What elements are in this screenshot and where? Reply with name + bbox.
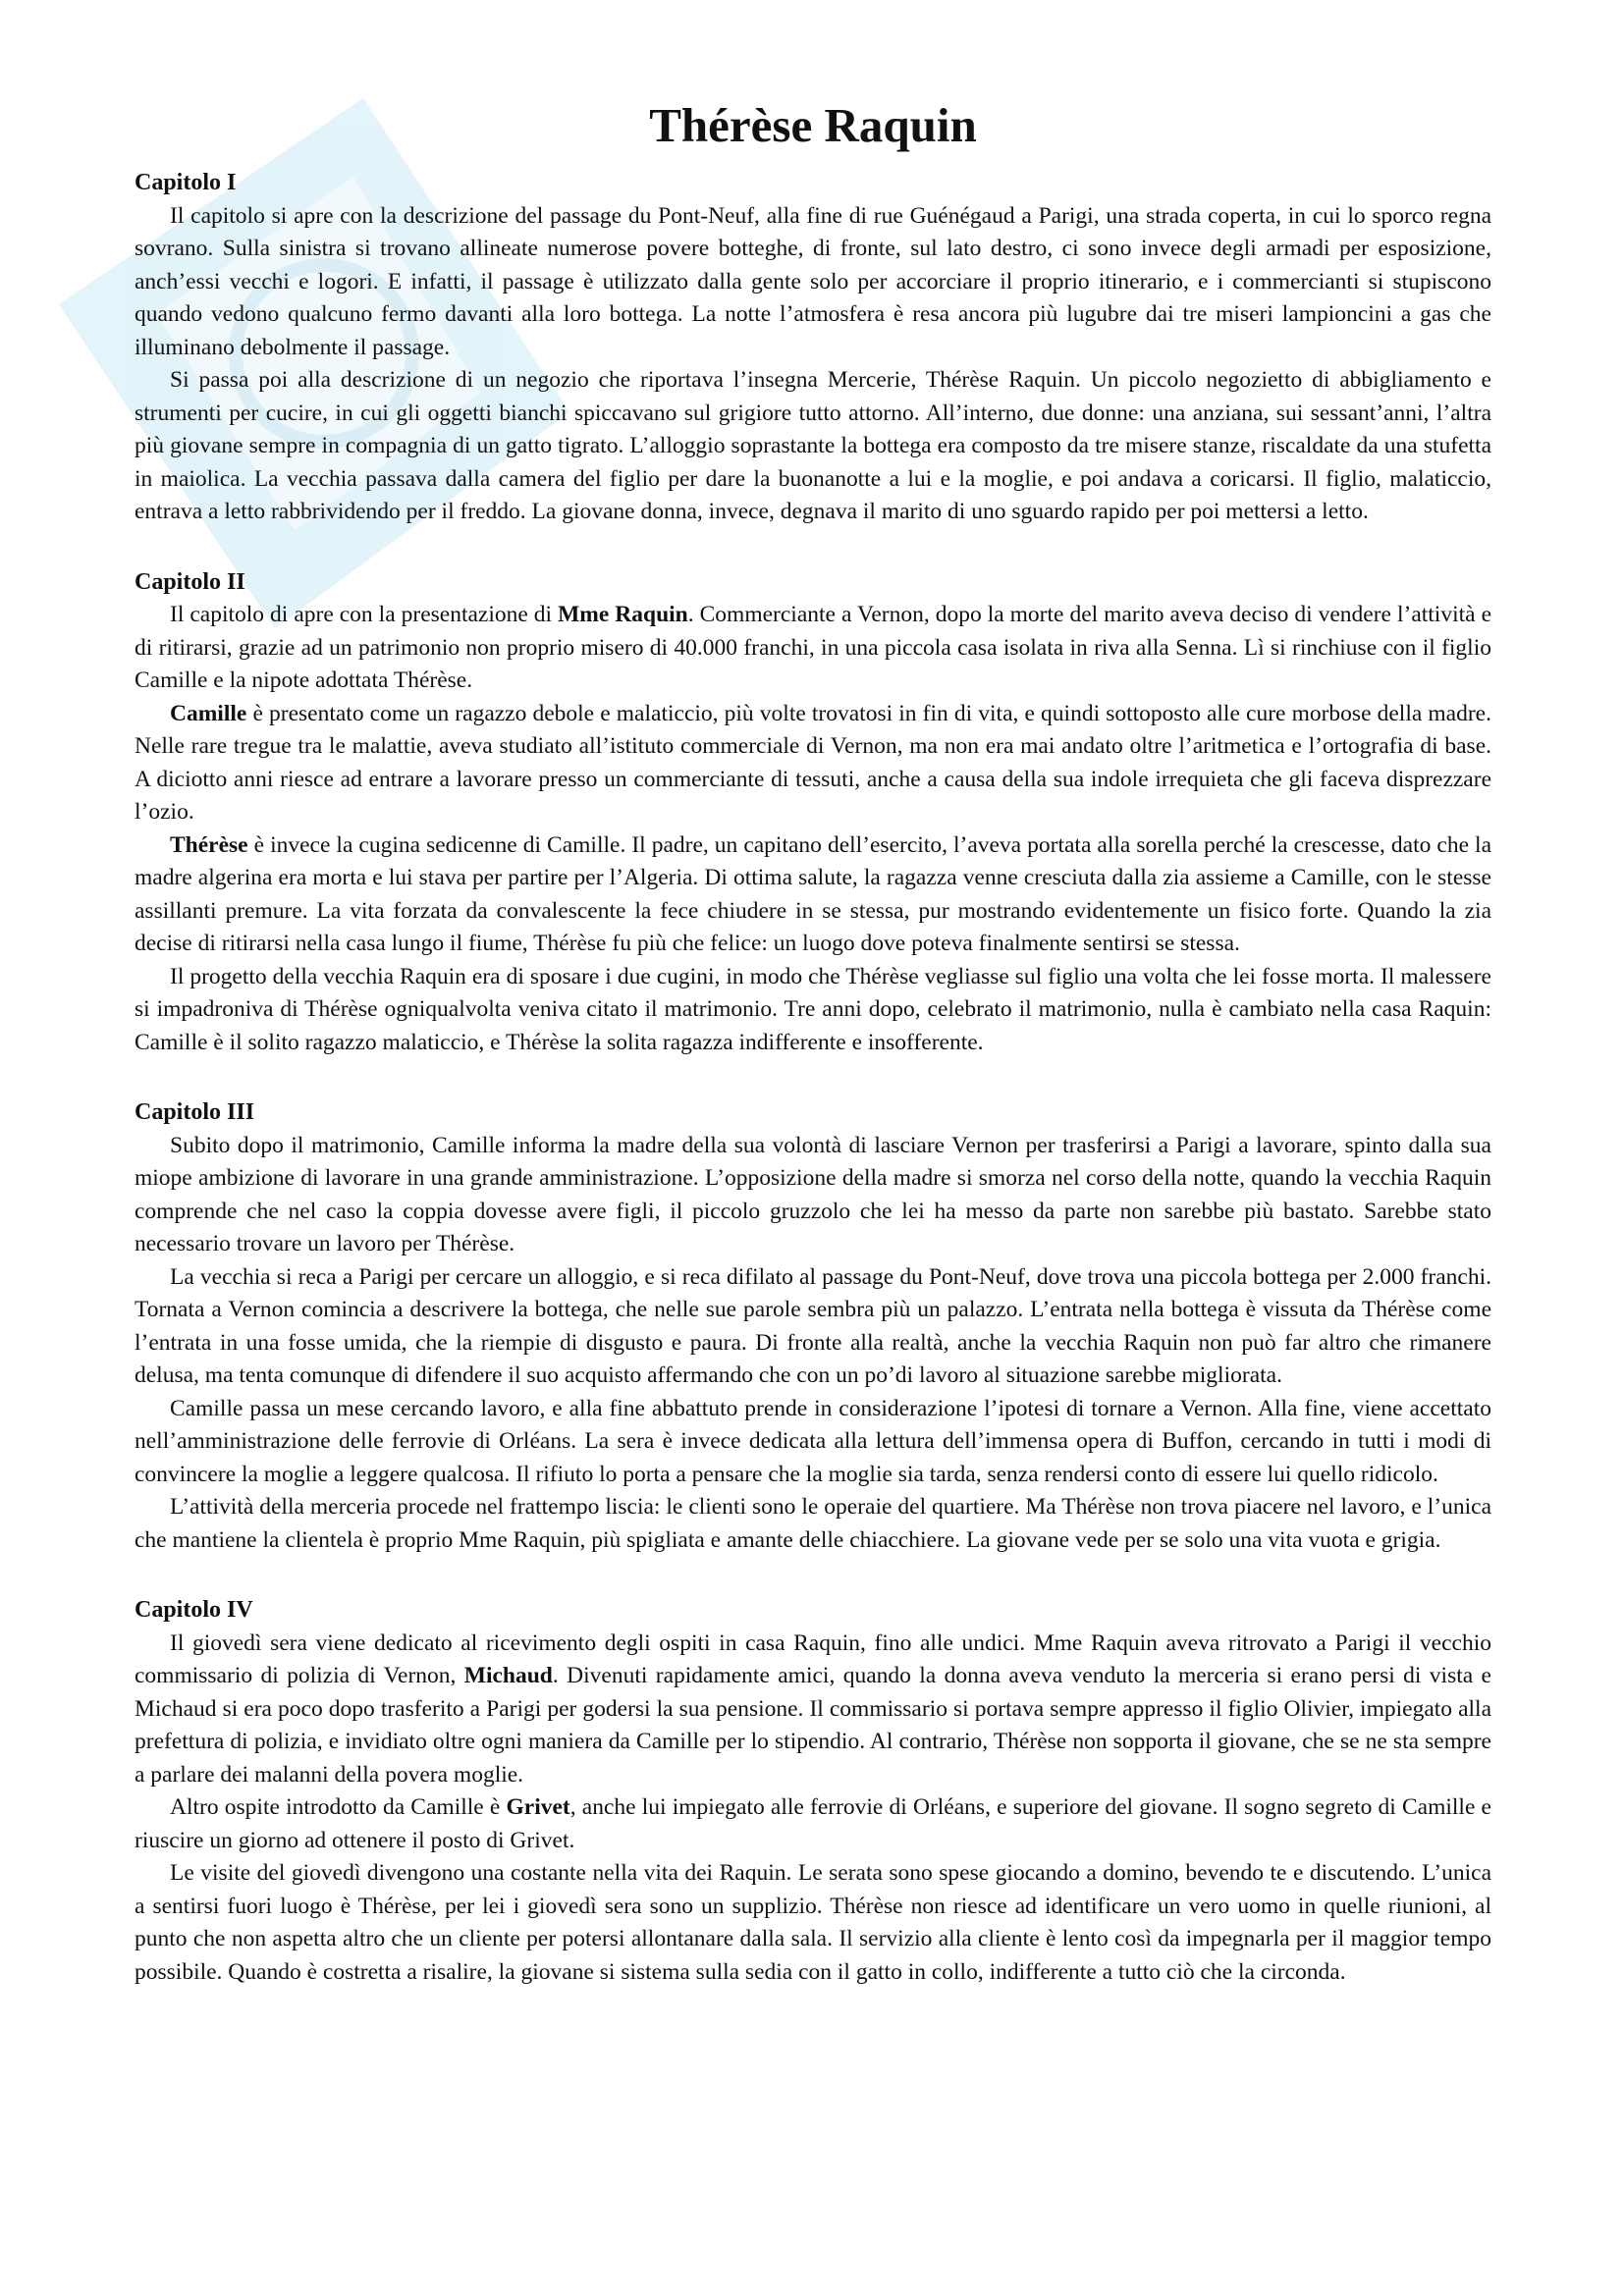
chapter-paragraph — [135, 1393, 1491, 1492]
text-run: Il capitolo si apre con la descrizione del passage du Pont-Neuf, alla fine di rue Guénégaud a Parigi, una strada coperta, in cui lo sporco regna sovrano. Sulla sinistra si trovano allineate numerose povere botteghe, di fronte, sul lato destro, ci sono invece degli armadi per esposizione, anch’essi vecchi e logori. E infatti, il passage è utilizzato dalla gente solo per accorciare il proprio itinerario, e i commercianti si stupiscono quando vedono qualcuno fermo davanti alla loro bottega. La notte l’atmosfera è resa ancora più lugubre dai tre miseri lampioncini a gas che illuminano debolmente il passage. — [135, 202, 1491, 360]
chapter-paragraph — [135, 698, 1491, 829]
chapter-paragraph — [135, 1491, 1491, 1557]
bold-name: Grivet — [506, 1794, 570, 1821]
chapter-paragraph — [135, 829, 1491, 961]
chapter-section — [135, 1096, 1491, 1557]
text-run: Il giovedì sera viene dedicato al ricevimento degli ospiti in casa Raquin, fino alle undici. Mme Raquin aveva ritrovato a Parigi il vecchio commissario di polizia di Vernon, — [135, 1629, 1491, 1689]
text-run: . Divenuti rapidamente amici, quando la donna aveva venduto la merceria si erano persi di vista e Michaud si era poco dopo trasferito a Parigi per godersi la sua pensione. Il commissario si portava sempre appresso il figlio Olivier, impiegato alla prefettura di polizia, e invidiato oltre ogni maniera da Camille per lo stipendio. Al contrario, Thérèse non sopporta il giovane, che se ne sta sempre a parlare dei malanni della povera moglie. — [135, 1663, 1491, 1788]
document-title: Thérèse Raquin — [649, 98, 977, 152]
text-run: , anche lui impiegato alle ferrovie di Orléans, e superiore del giovane. Il sogno segreto di Camille e riuscire un giorno ad ottenere il posto di Grivet. — [135, 1794, 1491, 1853]
bold-name: Michaud — [463, 1663, 553, 1689]
chapter-heading: Capitolo III — [135, 1099, 255, 1126]
chapter-section — [135, 1594, 1491, 1989]
chapter-section — [135, 167, 1491, 529]
text-run: . Commerciante a Vernon, dopo la morte del marito aveva deciso di vendere l’attività e di ritirarsi, grazie ad un patrimonio non proprio misero di 40.000 franchi, in una piccola casa isolata in riva alla Senna. Lì si rinchiuse con il figlio Camille e la nipote adottata Thérèse. — [135, 602, 1491, 694]
bold-name: Mme Raquin — [558, 602, 688, 628]
chapter-paragraph — [135, 364, 1491, 529]
text-run: Subito dopo il matrimonio, Camille informa la madre della sua volontà di lasciare Vernon per trasferirsi a Parigi a lavorare, spinto dalla sua miope ambizione di lavorare in una grande amministrazione. L’opposizione della madre si smorza nel corso della notte, quando la vecchia Raquin comprende che nel caso la coppia dovesse avere figli, il piccolo gruzzolo che lei ha messo da parte non sarebbe più bastato. Sarebbe stato necessario trovare un lavoro per Thérèse. — [135, 1132, 1491, 1257]
document-body — [135, 98, 1491, 2026]
text-run: Il progetto della vecchia Raquin era di sposare i due cugini, in modo che Thérèse vegliasse sul figlio una volta che lei fosse morta. Il malessere si impadroniva di Thérèse ogniqualvolta veniva citato il matrimonio. Tre anni dopo, celebrato il matrimonio, nulla è cambiato nella casa Raquin: Camille è il solito ragazzo malaticcio, e Thérèse la solita ragazza indifferente e insofferente. — [135, 963, 1491, 1055]
chapter-paragraph — [135, 599, 1491, 698]
chapter-heading: Capitolo IV — [135, 1597, 253, 1624]
chapter-paragraph — [135, 1628, 1491, 1792]
chapter-paragraph — [135, 1130, 1491, 1261]
chapter-heading: Capitolo I — [135, 170, 237, 196]
bold-name: Thérèse — [170, 831, 248, 858]
chapter-list — [135, 167, 1491, 1989]
bold-name: Camille — [170, 700, 247, 726]
text-run: La vecchia si reca a Parigi per cercare un alloggio, e si reca difilato al passage du Pont-Neuf, dove trova una piccola bottega per 2.000 franchi. Tornata a Vernon comincia a descrivere la bottega, che nelle sue parole sembra più un palazzo. L’entrata nella bottega è vissuta da Thérèse come l’entrata in una fosse umida, che la riempie di disgusto e paura. Di fronte alla realtà, anche la vecchia Raquin non può far altro che rimanere delusa, ma tenta comunque di difendere il suo acquisto affermando che con un po’di lavoro al situazione sarebbe migliorata. — [135, 1263, 1491, 1389]
text-run: Il capitolo di apre con la presentazione di — [170, 602, 559, 628]
chapter-paragraph — [135, 1261, 1491, 1393]
text-run: è invece la cugina sedicenne di Camille. Il padre, un capitano dell’esercito, l’aveva portata alla sorella perché la crescesse, dato che la madre algerina era morta e lui stava per partire per l’Algeria. Di ottima salute, la ragazza venne cresciuta dalla zia assieme a Camille, con le stesse assillanti premure. La vita forzata da convalescente la fece chiudere in se stessa, pur mostrando evidentemente un fisico forte. Quando la zia decise di ritirarsi nella casa lungo il fiume, Thérèse fu più che felice: un luogo dove poteva finalmente sentirsi se stessa. — [135, 831, 1491, 957]
text-run: Camille passa un mese cercando lavoro, e alla fine abbattuto prende in considerazione l’ipotesi di tornare a Vernon. Alla fine, viene accettato nell’amministrazione delle ferrovie di Orléans. La sera è invece dedicata alla lettura dell’immensa opera di Buffon, cercando in tutti i modi di convincere la moglie a leggere qualcosa. Il rifiuto lo porta a pensare che la moglie sia tarda, senza rendersi conto di essere lui quello ridicolo. — [135, 1395, 1491, 1487]
chapter-paragraph — [135, 200, 1491, 365]
text-run: Altro ospite introdotto da Camille è — [170, 1794, 507, 1821]
chapter-paragraph — [135, 1857, 1491, 1989]
text-run: Le visite del giovedì divengono una costante nella vita dei Raquin. Le serata sono spese giocando a domino, bevendo te e discutendo. L’unica a sentirsi fuori luogo è Thérèse, per lei i giovedì sera sono un supplizio. Thérèse non riesce ad identificare un vero uomo in quelle riunioni, al punto che non aspetta altro che un cliente per potersi allontanare dalla sala. Il servizio alla cliente è lento così da impegnarla per il maggior tempo possibile. Quando è costretta a risalire, la giovane si sistema sulla sedia con il gatto in collo, indifferente a tutto ciò che la circonda. — [135, 1860, 1491, 1985]
text-run: è presentato come un ragazzo debole e malaticcio, più volte trovatosi in fin di vita, e quindi sottoposto alle cure morbose della madre. Nelle rare tregue tra le malattie, aveva studiato all’istituto commerciale di Vernon, ma non era mai andato oltre l’aritmetica e l’ortografia di base. A diciotto anni riesce ad entrare a lavorare presso un commerciante di tessuti, anche a causa della sua indole irrequieta che gli faceva disprezzare l’ozio. — [135, 700, 1491, 826]
text-run: Si passa poi alla descrizione di un negozio che riportava l’insegna Mercerie, Thérèse Raquin. Un piccolo negozietto di abbigliamento e strumenti per cucire, in cui gli oggetti bianchi spiccavano sul grigiore tutto attorno. All’interno, due donne: una anziana, sui sessant’anni, l’altra più giovane sempre in compagnia di un gatto tigrato. L’alloggio soprastante la bottega era composto da tre misere stanze, riscaldate da una stufetta in maiolica. La vecchia passava dalla camera del figlio per dare la buonanotte a lui e la moglie, e poi andava a coricarsi. Il figlio, malaticcio, entrava a letto rabbrividendo per il freddo. La giovane donna, invece, degnava il marito di uno sguardo rapido per poi mettersi a letto. — [135, 367, 1491, 525]
chapter-paragraph — [135, 961, 1491, 1060]
text-run: L’attività della merceria procede nel frattempo liscia: le clienti sono le operaie del quartiere. Ma Thérèse non trova piacere nel lavoro, e l’unica che mantiene la clientela è proprio Mme Raquin, più spigliata e amante delle chiacchiere. La giovane vede per se solo una vita vuota e grigia. — [135, 1494, 1491, 1553]
chapter-heading: Capitolo II — [135, 568, 245, 595]
chapter-paragraph — [135, 1791, 1491, 1857]
chapter-section — [135, 566, 1491, 1060]
